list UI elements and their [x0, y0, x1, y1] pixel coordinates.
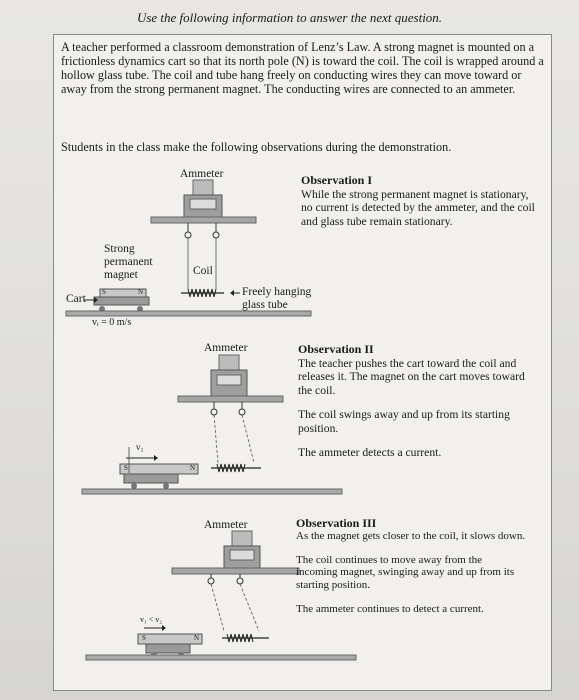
pole-s-2: S	[124, 464, 128, 472]
ammeter-label-1: Ammeter	[180, 168, 224, 180]
observation-1-text: While the strong permanent magnet is stationary, no current is detected by the ammeter, and the coil and glass tube remain stationary.	[301, 187, 535, 228]
observation-2	[298, 343, 528, 460]
ammeter-label-3: Ammeter	[204, 519, 248, 531]
observation-3-title: Observation III	[296, 516, 377, 530]
pole-s-1: S	[102, 288, 106, 296]
glass-tube-label: Freely hanging glass tube	[242, 286, 312, 311]
observation-2-text-1: The teacher pushes the cart toward the coil and releases it. The magnet on the cart moves toward the coil.	[298, 356, 525, 397]
pole-s-3: S	[142, 634, 146, 642]
cart-label: Cart	[66, 293, 86, 305]
question-box	[53, 34, 552, 691]
magnet-label: Strong permanent magnet	[104, 243, 153, 281]
pole-n-3: N	[194, 634, 200, 642]
observation-2-text-2: The coil swings away and up from its starting position.	[298, 408, 510, 435]
velocity-label-3: v₁ < v₂	[140, 615, 163, 624]
pole-n-1: N	[138, 288, 144, 296]
intro-paragraph: A teacher performed a classroom demonstration of Lenz’s Law. A strong magnet is mounted on a frictionless dynamics cart so that its north pole (N) is toward the coil. The coil is wrapped around a hollow glass tube. The coil and tube hang freely on conducting wires they can move toward or away from the strong permanent magnet. The conducting wires are connected to an ammeter.	[61, 40, 544, 96]
observation-2-title: Observation II	[298, 342, 374, 356]
ammeter-1-body	[193, 180, 213, 195]
observation-2-text-3: The ammeter detects a current.	[298, 446, 442, 459]
pole-n-2: N	[190, 464, 196, 472]
observation-3-text-2: The coil continues to move away from the incoming magnet, swinging away and up from its starting position.	[296, 553, 515, 592]
coil-label: Coil	[193, 265, 213, 277]
observation-3-text-3: The ammeter continues to detect a current.	[296, 602, 484, 615]
observation-3-text-1: As the magnet gets closer to the coil, it slows down.	[296, 529, 526, 542]
observation-1-title: Observation I	[301, 173, 373, 187]
students-statement: Students in the class make the following observations during the demonstration.	[61, 140, 452, 154]
page-heading: Use the following information to answer the next question.	[136, 10, 443, 25]
observation-3	[296, 517, 526, 616]
velocity-label-1: vᵢ = 0 m/s	[92, 317, 132, 328]
observation-1	[301, 174, 536, 228]
velocity-label-2: v₁	[136, 442, 144, 452]
ammeter-label-2: Ammeter	[204, 342, 248, 354]
